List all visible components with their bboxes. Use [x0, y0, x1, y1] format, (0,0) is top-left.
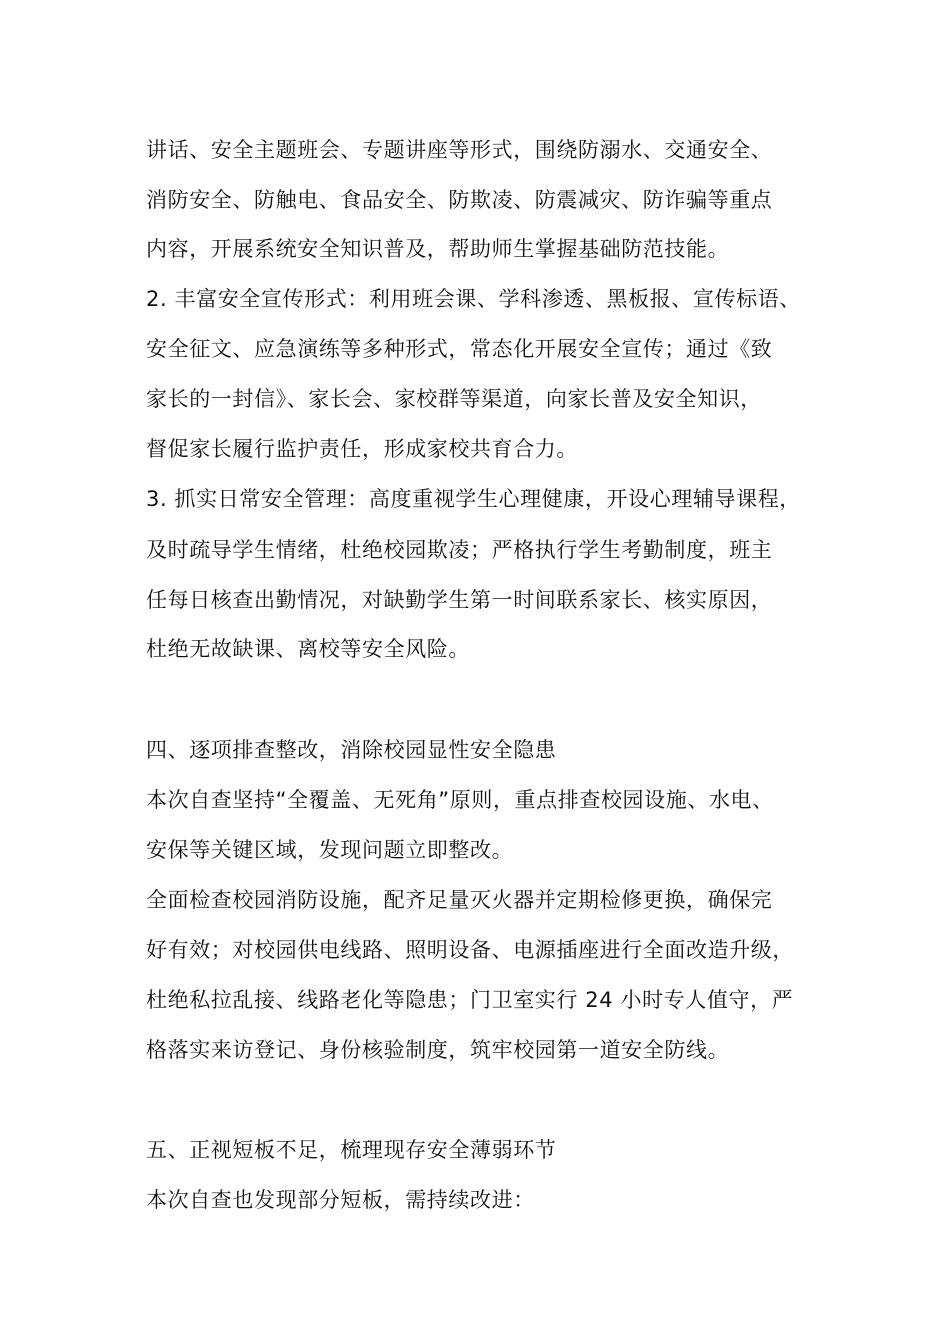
list-item-2: 2. 丰富安全宣传形式：利用班会课、学科渗透、黑板报、宣传标语、	[146, 287, 801, 311]
section-heading-5: 五、正视短板不足，梳理现存安全薄弱环节	[146, 1138, 557, 1162]
text-line: 全面检查校园消防设施，配齐足量灭火器并定期检修更换，确保完	[146, 888, 773, 912]
text-line: 消防安全、防触电、食品安全、防欺凌、防震减灾、防诈骗等重点	[146, 188, 773, 212]
text-line: 本次自查坚持“全覆盖、无死角”原则，重点排查校园设施、水电、	[146, 788, 774, 812]
text-line: 督促家长履行监护责任，形成家校共育合力。	[146, 437, 578, 461]
text-line: 及时疏导学生情绪，杜绝校园欺凌；严格执行学生考勤制度，班主	[146, 538, 773, 562]
text-line: 家长的一封信》、家长会、家校群等渠道，向家长普及安全知识，	[146, 387, 762, 411]
text-line: 安保等关键区域，发现问题立即整改。	[146, 838, 514, 862]
text-line: 讲话、安全主题班会、专题讲座等形式，围绕防溺水、交通安全、	[146, 138, 773, 162]
text-line: 好有效；对校园供电线路、照明设备、电源插座进行全面改造升级，	[146, 938, 794, 962]
text-line: 安全征文、应急演练等多种形式，常态化开展安全宣传；通过《致	[146, 337, 773, 361]
section-heading-4: 四、逐项排查整改，消除校园显性安全隐患	[146, 738, 557, 762]
text-line: 内容，开展系统安全知识普及，帮助师生掌握基础防范技能。	[146, 237, 730, 261]
text-line: 任每日核查出勤情况，对缺勤学生第一时间联系家长、核实原因，	[146, 588, 773, 612]
text-line: 本次自查也发现部分短板，需持续改进：	[146, 1188, 535, 1212]
text-line: 格落实来访登记、身份核验制度，筑牢校园第一道安全防线。	[146, 1038, 730, 1062]
list-item-3: 3. 抓实日常安全管理：高度重视学生心理健康，开设心理辅导课程，	[146, 487, 801, 511]
text-line: 杜绝私拉乱接、线路老化等隐患；门卫室实行 24 小时专人值守，严	[146, 988, 794, 1012]
text-line: 杜绝无故缺课、离校等安全风险。	[146, 637, 470, 661]
